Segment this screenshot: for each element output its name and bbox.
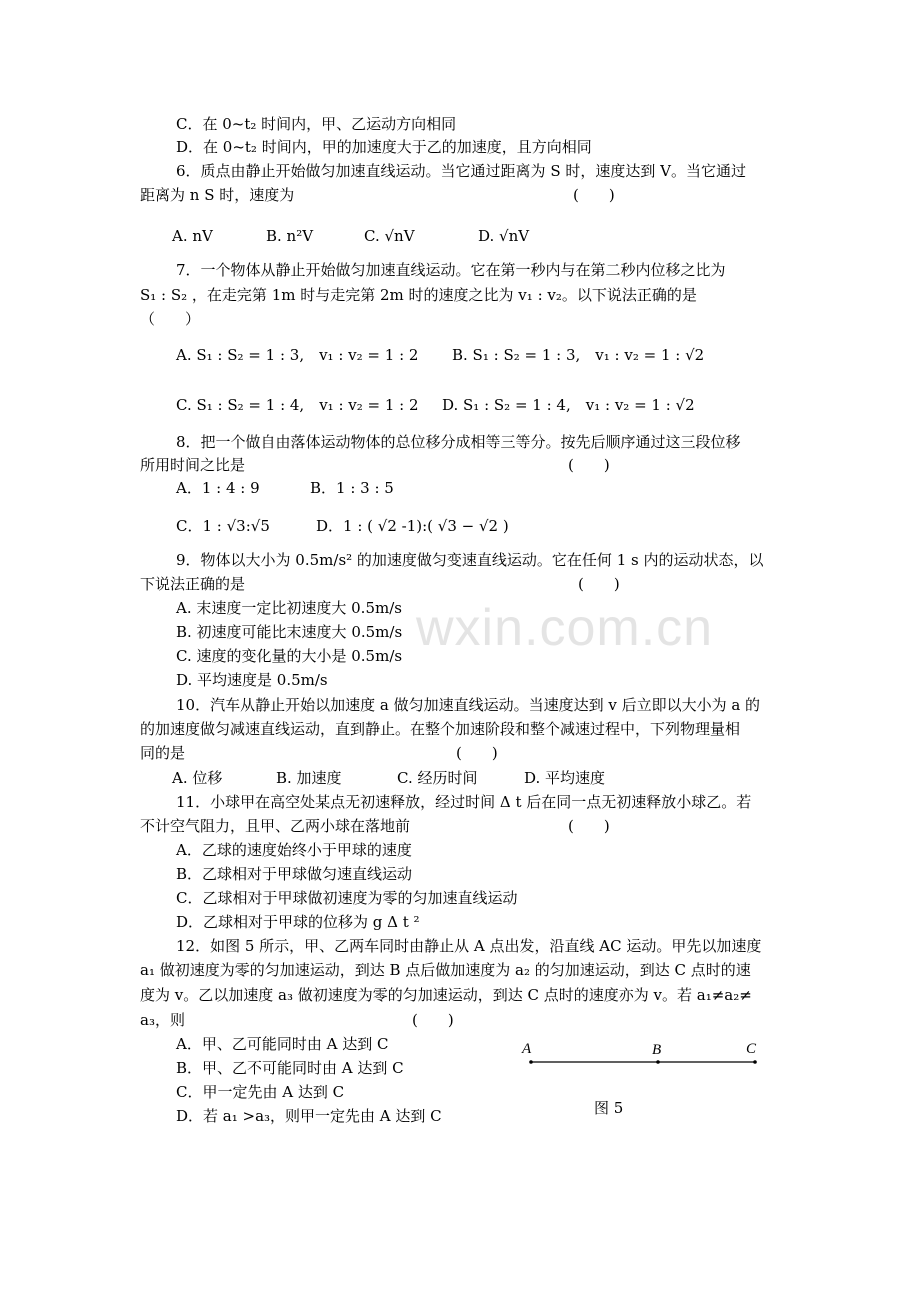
text-line-q6b: 距离为 n S 时，速度为 (140, 186, 295, 204)
text-line-q12C: C．甲一定先由 A 达到 C (176, 1083, 345, 1101)
text-line-q7C: C. S₁ : S₂ = 1 : 4, v₁ : v₂ = 1 : 2 (176, 396, 419, 414)
text-line-q12a: 12．如图 5 所示，甲、乙两车同时由静止从 A 点出发，沿直线 AC 运动。甲先以加速度 (176, 937, 762, 955)
text-line-q12d: a₃，则 (140, 1011, 185, 1029)
text-line-q10a: 10．汽车从静止开始以加速度 a 做匀加速直线运动。当速度达到 v 后立即以大小为 a 的 (176, 696, 761, 714)
text-line-q5d: D．在 0~t₂ 时间内，甲的加速度大于乙的加速度，且方向相同 (176, 138, 592, 156)
text-line-q6A: A. nV (172, 227, 213, 245)
text-line-q7A: A. S₁ : S₂ = 1 : 3, v₁ : v₂ = 1 : 2 (176, 346, 419, 364)
text-line-q8B: B．1 : 3 : 5 (310, 479, 394, 497)
text-line-q10b: 的加速度做匀减速直线运动，直到静止。在整个加速阶段和整个减速过程中，下列物理量相 (140, 720, 741, 738)
text-line-q12b: a₁ 做初速度为零的匀加速运动，到达 B 点后做加速度为 a₂ 的匀加速运动，到达 C 点时的速 (140, 961, 751, 979)
text-line-q10c: 同的是 (140, 744, 186, 762)
text-line-q10A: A. 位移 (172, 769, 223, 787)
text-line-q11a: 11．小球甲在高空处某点无初速释放，经过时间 Δ t 后在同一点无初速释放小球乙。若 (176, 793, 752, 811)
figure-caption: 图 5 (594, 1099, 624, 1117)
text-line-q11D: D．乙球相对于甲球的位移为 g Δ t ² (176, 913, 420, 931)
text-line-q6p: ( ) (573, 186, 615, 204)
text-line-q8b: 所用时间之比是 (140, 456, 246, 474)
point-label-a: A (522, 1041, 532, 1057)
text-line-q8a: 8．把一个做自由落体运动物体的总位移分成相等三等分。按先后顺序通过这三段位移 (176, 433, 741, 451)
text-line-q11b: 不计空气阻力，且甲、乙两小球在落地前 (140, 817, 411, 835)
watermark: wxin.com.cn (416, 599, 714, 657)
text-line-q8C: C．1 : √3:√5 (176, 517, 270, 535)
text-line-q9p: ( ) (578, 575, 620, 593)
text-line-q11A: A．乙球的速度始终小于甲球的速度 (176, 841, 412, 859)
text-line-q11C: C．乙球相对于甲球做初速度为零的匀加速直线运动 (176, 889, 518, 907)
text-line-q9D: D. 平均速度是 0.5m/s (176, 671, 328, 689)
text-line-q7B: B. S₁ : S₂ = 1 : 3, v₁ : v₂ = 1 : √2 (452, 346, 705, 364)
text-line-q11B: B．乙球相对于甲球做匀速直线运动 (176, 865, 413, 883)
text-line-q5c: C．在 0~t₂ 时间内，甲、乙运动方向相同 (176, 115, 457, 133)
text-line-q10B: B. 加速度 (276, 769, 342, 787)
text-line-q9a: 9．物体以大小为 0.5m/s² 的加速度做匀变速直线运动。它在任何 1 s 内的运动状态，以 (176, 551, 764, 569)
text-line-q12A: A．甲、乙可能同时由 A 达到 C (176, 1035, 389, 1053)
text-line-q6a: 6．质点由静止开始做匀加速直线运动。当它通过距离为 S 时，速度达到 V。当它通过 (176, 162, 746, 180)
text-line-q12D: D．若 a₁ >a₃，则甲一定先由 A 达到 C (176, 1107, 442, 1125)
text-line-q6C: C. √nV (364, 227, 415, 245)
text-line-q8p: ( ) (568, 456, 610, 474)
point-b-dot (656, 1060, 660, 1064)
text-line-q12c: 度为 v。乙以加速度 a₃ 做初速度为零的匀加速运动，到达 C 点时的速度亦为 v。若 a₁≠a₂≠ (140, 986, 752, 1004)
text-line-q9b: 下说法正确的是 (140, 575, 246, 593)
text-line-q12p: ( ) (412, 1011, 454, 1029)
text-line-q9B: B. 初速度可能比末速度大 0.5m/s (176, 623, 403, 641)
point-c-dot (753, 1060, 757, 1064)
text-line-q6D: D. √nV (478, 227, 530, 245)
text-line-q9A: A. 末速度一定比初速度大 0.5m/s (176, 599, 402, 617)
text-line-q10D: D. 平均速度 (524, 769, 606, 787)
text-line-q11p: ( ) (568, 817, 610, 835)
text-line-q12B: B．甲、乙不可能同时由 A 达到 C (176, 1059, 404, 1077)
text-line-q7D: D. S₁ : S₂ = 1 : 4, v₁ : v₂ = 1 : √2 (442, 396, 695, 414)
figure-5-segment (522, 1040, 768, 1080)
point-label-b: B (652, 1042, 662, 1058)
text-line-q10C: C. 经历时间 (397, 769, 478, 787)
text-line-q7a: 7．一个物体从静止开始做匀加速直线运动。它在第一秒内与在第二秒内位移之比为 (176, 261, 726, 279)
text-line-q6B: B. n²V (266, 227, 314, 245)
point-label-c: C (746, 1041, 757, 1057)
text-line-q8D: D．1 : ( √2 -1):( √3 − √2 ) (316, 517, 509, 535)
text-line-q7b: S₁ : S₂ ，在走完第 1m 时与走完第 2m 时的速度之比为 v₁ : v₂。以下说法正确的是 (140, 286, 697, 304)
text-line-q9C: C. 速度的变化量的大小是 0.5m/s (176, 647, 403, 665)
point-a-dot (529, 1060, 533, 1064)
text-line-q7c: （ ） (140, 310, 201, 328)
text-line-q8A: A．1 : 4 : 9 (176, 479, 260, 497)
text-line-q10p: ( ) (456, 744, 498, 762)
